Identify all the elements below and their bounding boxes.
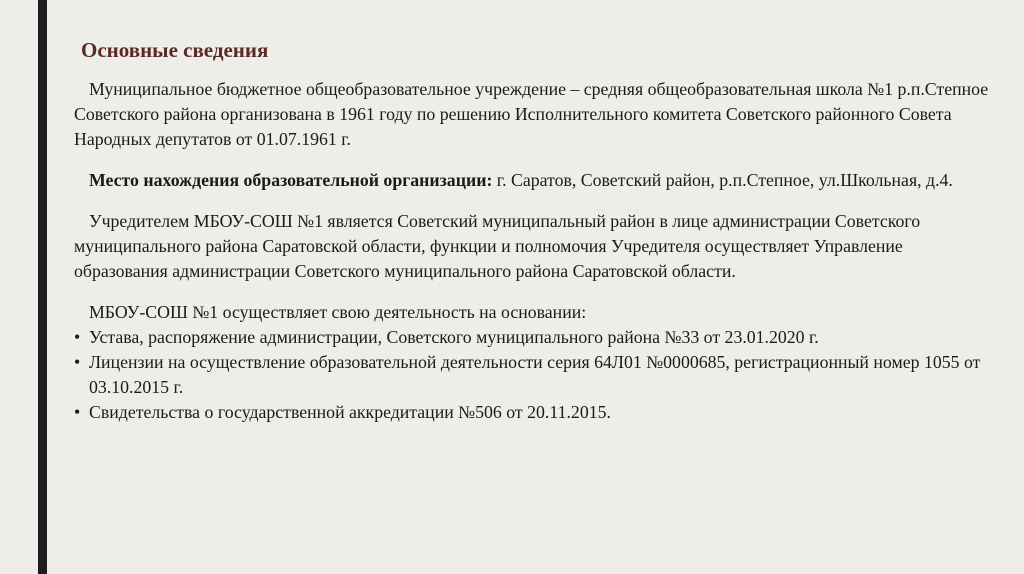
basis-list (74, 325, 994, 425)
location-label: Место нахождения образовательной организации: (89, 170, 493, 190)
list-item-text: Устава, распоряжение администрации, Советского муниципального района №33 от 23.01.2020 г. (89, 327, 819, 347)
slide-title: Основные сведения (81, 38, 269, 62)
founder-paragraph: Учредителем МБОУ-СОШ №1 является Советский муниципальный район в лице администрации Советского муниципального района Саратовской области, функции и полномочия Учредителя осуществляет Управление образования администрации Советского муниципального района Саратовской области. (74, 211, 921, 281)
bullet-icon: • (74, 327, 81, 347)
basis-intro: МБОУ-СОШ №1 осуществляет свою деятельность на основании: (89, 302, 587, 322)
list-item-text: Лицензии на осуществление образовательной деятельности серия 64Л01 №0000685, регистрационный номер 1055 от 03.10.2015 г. (89, 352, 981, 397)
location-value: г. Саратов, Советский район, р.п.Степное, ул.Школьная, д.4. (492, 170, 953, 190)
list-item (74, 325, 994, 350)
decorative-left-bar (38, 0, 47, 574)
list-item-text: Свидетельства о государственной аккредитации №506 от 20.11.2015. (89, 402, 611, 422)
list-item (74, 350, 994, 400)
bullet-icon: • (74, 402, 81, 422)
location-paragraph (74, 168, 994, 193)
bullet-icon: • (74, 352, 81, 372)
list-item (74, 400, 994, 425)
intro-paragraph: Муниципальное бюджетное общеобразовательное учреждение – средняя общеобразовательная школа №1 р.п.Степное Советского района организована в 1961 году по решению Исполнительного комитета Советского районного Совета Народных депутатов от 01.07.1961 г. (74, 79, 989, 149)
slide-body (74, 77, 994, 425)
